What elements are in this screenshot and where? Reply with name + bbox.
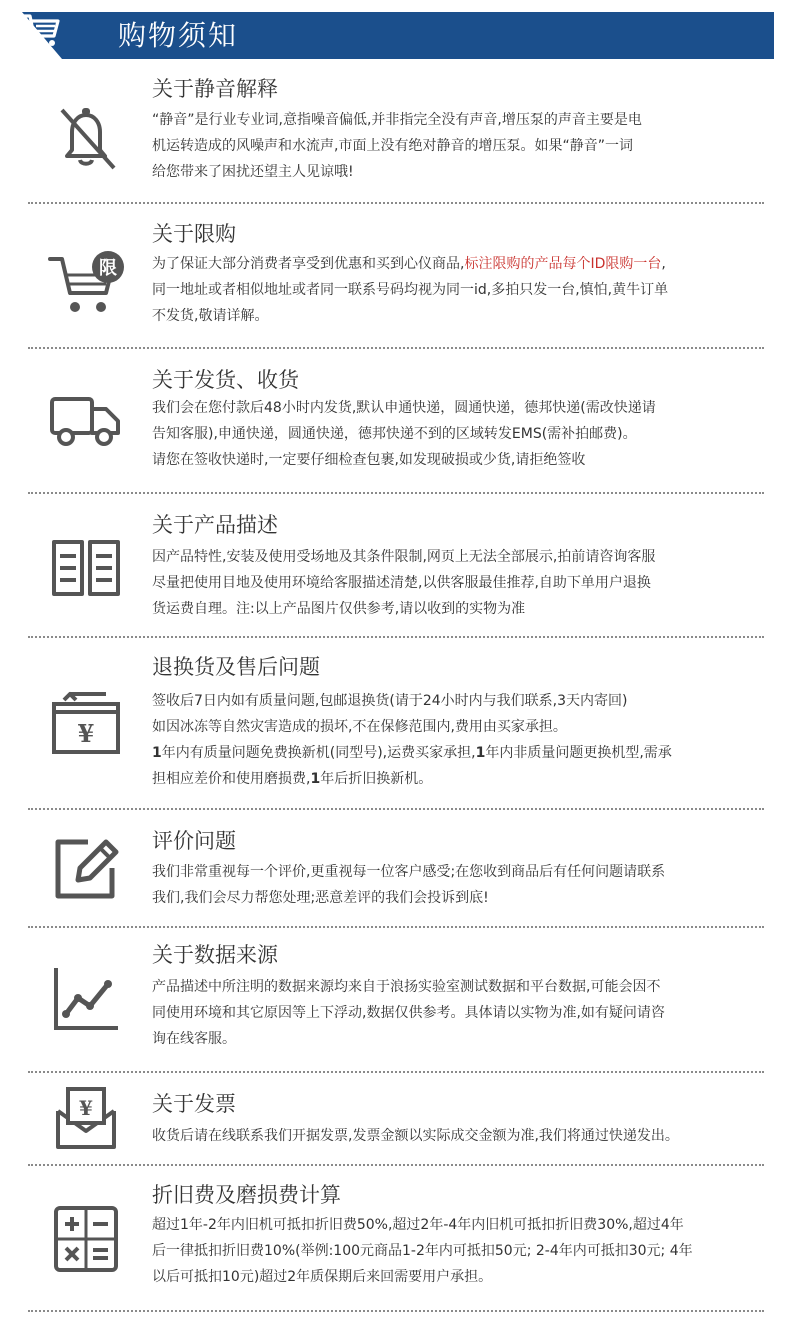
section-body [152, 544, 774, 622]
page-title: 购物须知 [118, 19, 239, 52]
body-line: 给您带来了困扰还望主人见谅哦! [152, 164, 354, 180]
body-line: 如因冰冻等自然灾害造成的损坏,不在保修范围内,费用由买家承担。 [152, 719, 567, 735]
yen-return-icon [48, 686, 124, 762]
body-line: 我们非常重视每一个评价,更重视每一位客户感受;在您收到商品后有任何问题请联系 [152, 864, 666, 880]
limited-cart-icon [48, 245, 124, 321]
line-chart-icon [48, 962, 124, 1038]
body-text: 年内有质量问题免费换新机(同型号),运费买家承担, [161, 745, 476, 761]
highlight-text: 标注限购的产品每个ID限购一台 [464, 256, 662, 272]
divider [28, 202, 764, 204]
calculator-icon [48, 1202, 124, 1278]
invoice-envelope-icon [48, 1081, 124, 1157]
body-line: 以后可抵扣10元)超过2年质保期后来回需要用户承担。 [152, 1269, 493, 1285]
body-text: 为了保证大部分消费者享受到优惠和买到心仪商品, [152, 256, 465, 272]
section-title: 退换货及售后问题 [152, 655, 320, 679]
body-line [152, 766, 774, 792]
yen-label: ¥ [79, 1096, 93, 1120]
body-line: 我们,我们会尽力帮您处理;恶意差评的我们会投诉到底! [152, 890, 489, 906]
body-line: 同一地址或者相似地址或者同一联系号码均视为同一id,多拍只发一台,慎怕,黄牛订单 [152, 282, 669, 298]
divider [28, 1310, 764, 1312]
body-line: 货运费自理。注:以上产品图片仅供参考,请以收到的实物为准 [152, 601, 526, 617]
body-line: “静音”是行业专业词,意指噪音偏低,并非指完全没有声音,增压泵的声音主要是电 [152, 112, 642, 128]
body-line [152, 251, 774, 277]
divider [28, 926, 764, 928]
body-line: 告知客服),申通快递，圆通快递，德邦快递不到的区域转发EMS(需补拍邮费)。 [152, 426, 637, 442]
body-line: 超过1年-2年内旧机可抵扣折旧费50%,超过2年-4年内旧机可抵扣折旧费30%,超过4年 [152, 1217, 684, 1233]
bold-number: 1 [475, 745, 486, 761]
section-body [152, 688, 774, 792]
edit-pencil-icon [48, 830, 124, 906]
open-book-icon [48, 530, 124, 606]
bold-number: 1 [152, 745, 162, 761]
section-title: 关于发票 [152, 1092, 236, 1116]
divider [28, 636, 764, 638]
yen-label: ¥ [77, 719, 95, 748]
divider [28, 492, 764, 494]
body-line: 不发货,敬请详解。 [152, 308, 269, 324]
section-body [152, 1212, 774, 1290]
section-title: 关于数据来源 [152, 943, 278, 967]
body-line: 询在线客服。 [152, 1031, 236, 1047]
section-body [152, 107, 774, 185]
body-line: 后一律抵扣折旧费10%(举例:100元商品1-2年内可抵扣50元; 2-4年内可抵扣30元; 4年 [152, 1243, 693, 1259]
body-text: 年内非质量问题更换机型,需承 [485, 745, 672, 761]
section-title: 关于静音解释 [152, 77, 278, 101]
section-body [152, 859, 774, 911]
divider [28, 808, 764, 810]
body-line: 同使用环境和其它原因等上下浮动,数据仅供参考。具体请以实物为准,如有疑问请咨 [152, 1005, 665, 1021]
divider [28, 1164, 764, 1166]
body-line: 因产品特性,安装及使用受场地及其条件限制,网页上无法全部展示,拍前请咨询客服 [152, 549, 656, 565]
body-line: 请您在签收快递时,一定要仔细检查包裹,如发现破损或少货,请拒绝签收 [152, 452, 586, 468]
body-line: 签收后7日内如有质量问题,包邮退换货(请于24小时内与我们联系,3天内寄回) [152, 693, 628, 709]
shopping-cart-icon [22, 12, 62, 48]
body-line: 我们会在您付款后48小时内发货,默认申通快递，圆通快递，德邦快递(需改快递请 [152, 400, 656, 416]
body-text: , [661, 256, 666, 272]
delivery-truck-icon [48, 383, 124, 459]
section-body [152, 395, 774, 473]
section-title: 关于发货、收货 [152, 368, 299, 392]
section-body [152, 251, 774, 329]
section-body [152, 1123, 774, 1149]
body-line [152, 740, 774, 766]
limit-label: 限 [99, 258, 117, 279]
section-title: 关于产品描述 [152, 513, 278, 537]
body-line: 产品描述中所注明的数据来源均来自于浪扬实验室测试数据和平台数据,可能会因不 [152, 979, 661, 995]
section-body [152, 974, 774, 1052]
body-line: 收货后请在线联系我们开据发票,发票金额以实际成交金额为准,我们将通过快递发出。 [152, 1128, 679, 1144]
body-text: 担相应差价和使用磨损费, [152, 771, 311, 787]
section-title: 折旧费及磨损费计算 [152, 1183, 341, 1207]
body-text: 年后折旧换新机。 [320, 771, 433, 787]
muted-bell-icon [48, 98, 124, 174]
body-line: 尽量把使用目地及使用环境给客服描述清楚,以供客服最佳推荐,自助下单用户退换 [152, 575, 651, 591]
divider [28, 1071, 764, 1073]
body-line: 机运转造成的风噪声和水流声,市面上没有绝对静音的增压泵。如果“静音”一词 [152, 138, 633, 154]
section-title: 关于限购 [152, 222, 236, 246]
bold-number: 1 [310, 771, 321, 787]
divider [28, 347, 764, 349]
section-title: 评价问题 [152, 829, 236, 853]
page-header [22, 12, 774, 59]
